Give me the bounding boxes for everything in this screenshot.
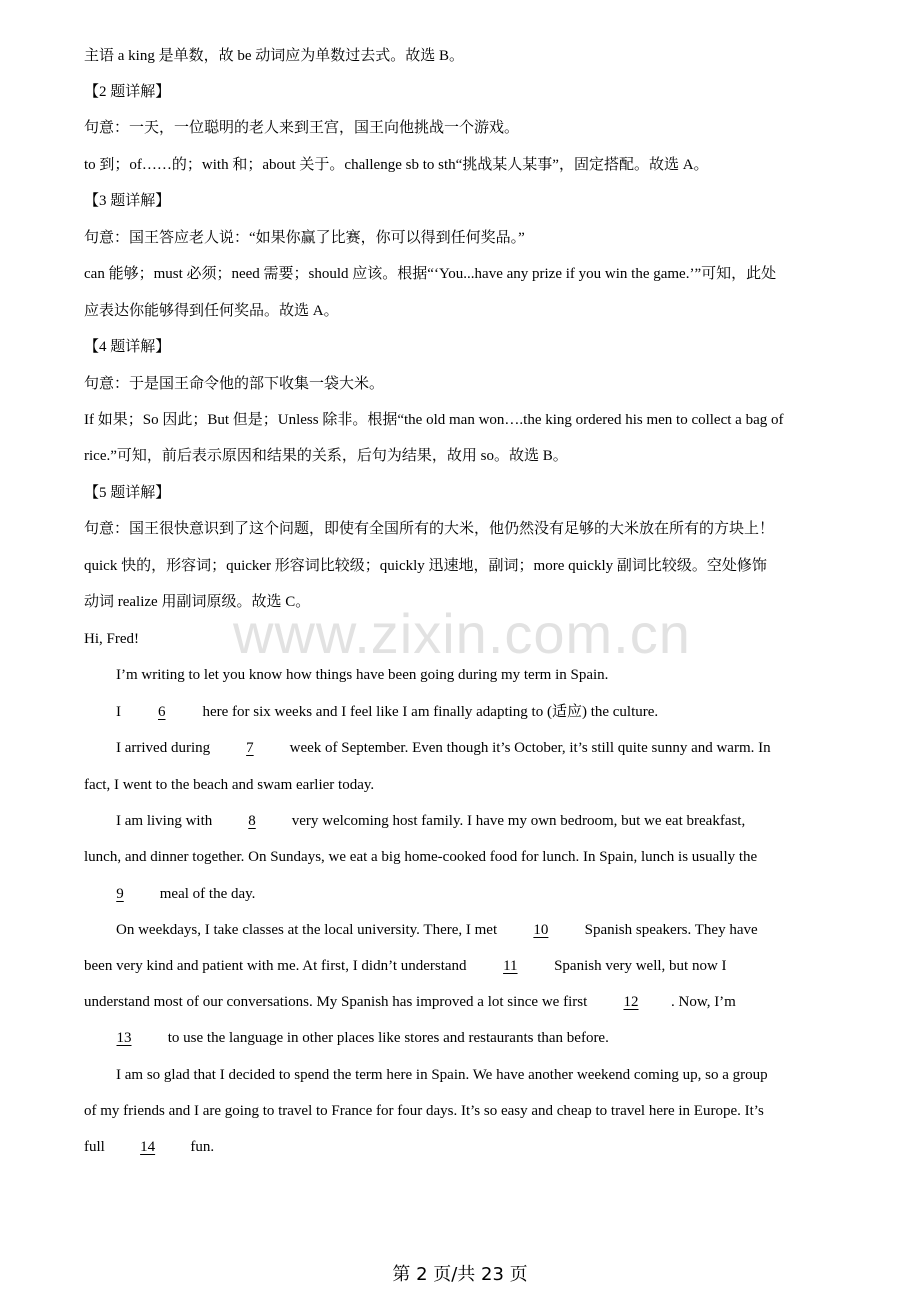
letter-greeting: Hi, Fred! xyxy=(84,631,139,647)
question-heading: 【4 题详解】 xyxy=(84,339,171,355)
question-heading: 【2 题详解】 xyxy=(84,84,171,100)
letter-text: lunch, and dinner together. On Sundays, we eat a big home-cooked food for lunch. In Spain, lunch is usually the xyxy=(84,849,758,865)
blank-9[interactable]: 9 xyxy=(116,886,124,902)
letter-line xyxy=(84,847,836,867)
explanation-line: 句意：国王很快意识到了这个问题，即使有全国所有的大米，他仍然没有足够的大米放在所有的方块上！ xyxy=(84,521,775,537)
letter-text: of my friends and I are going to travel to France for four days. It’s so easy and cheap to travel here in Europe. It’s xyxy=(84,1103,764,1119)
explanation-line: 句意：国王答应老人说：“如果你赢了比赛，你可以得到任何奖品。” xyxy=(84,230,525,246)
letter-text: I xyxy=(116,704,125,720)
letter-line xyxy=(84,1101,836,1121)
explanation-line: quick 快的，形容词；quicker 形容词比较级；quickly 迅速地，副词；more quickly 副词比较级。空处修饰 xyxy=(84,558,767,574)
explanation-line: rice.”可知，前后表示原因和结果的关系，后句为结果，故用 so。故选 B。 xyxy=(84,448,568,464)
blank-7[interactable]: 7 xyxy=(246,740,254,756)
question-heading: 【5 题详解】 xyxy=(84,485,171,501)
explanation-line: 应表达你能够得到任何奖品。故选 A。 xyxy=(84,303,339,319)
explanation-line: If 如果；So 因此；But 但是；Unless 除非。根据“the old man won….the king ordered his men to collect a bag of xyxy=(84,412,784,428)
letter-text: to use the language in other places like stores and restaurants than before. xyxy=(164,1030,609,1046)
letter-line xyxy=(84,920,868,940)
watermark: www.zixin.com.cn xyxy=(233,602,691,665)
blank-14[interactable]: 14 xyxy=(140,1139,156,1155)
letter-text: fact, I went to the beach and swam earlier today. xyxy=(84,777,375,793)
letter-text: week of September. Even though it’s October, it’s still quite sunny and warm. In xyxy=(285,740,771,756)
letter-line xyxy=(84,956,836,976)
explanation-line: 动词 realize 用副词原级。故选 C。 xyxy=(84,594,311,610)
letter-text: I am living with xyxy=(116,813,216,829)
explanation-line: 句意：一天，一位聪明的老人来到王宫，国王向他挑战一个游戏。 xyxy=(84,120,520,136)
letter-line xyxy=(84,702,868,722)
letter-text: been very kind and patient with me. At first, I didn’t understand xyxy=(84,958,471,974)
letter-text: I’m writing to let you know how things have been going during my term in Spain. xyxy=(116,667,609,683)
blank-8[interactable]: 8 xyxy=(248,813,256,829)
explanation-line: 主语 a king 是单数，故 be 动词应为单数过去式。故选 B。 xyxy=(84,48,464,64)
letter-line xyxy=(84,811,868,831)
letter-text: Spanish speakers. They have xyxy=(580,922,758,938)
letter-line xyxy=(84,1065,868,1085)
page-number-footer: 第 2 页/共 23 页 xyxy=(392,1264,528,1285)
letter-line xyxy=(84,1028,836,1048)
letter-line xyxy=(84,884,836,904)
letter-text: here for six weeks and I feel like I am finally adapting to (适应) the culture. xyxy=(198,704,659,720)
blank-6[interactable]: 6 xyxy=(158,704,166,720)
letter-line xyxy=(84,738,868,758)
letter-line xyxy=(84,665,868,685)
letter-text: fun. xyxy=(186,1139,215,1155)
letter-text: meal of the day. xyxy=(156,886,256,902)
letter-text: full xyxy=(84,1139,109,1155)
blank-11[interactable]: 11 xyxy=(503,958,518,974)
blank-13[interactable]: 13 xyxy=(116,1030,132,1046)
letter-line xyxy=(84,1137,836,1157)
explanation-line: to 到；of……的；with 和；about 关于。challenge sb to sth“挑战某人某事”，固定搭配。故选 A。 xyxy=(84,157,709,173)
letter-line xyxy=(84,775,836,795)
explanation-line: can 能够；must 必须；need 需要；should 应该。根据“‘You...have any prize if you win the game.’”可知，此处 xyxy=(84,266,777,282)
letter-text: very welcoming host family. I have my own bedroom, but we eat breakfast, xyxy=(288,813,746,829)
letter-line xyxy=(84,992,836,1012)
letter-text: understand most of our conversations. My Spanish has improved a lot since we first xyxy=(84,994,591,1010)
explanation-line: 句意：于是国王命令他的部下收集一袋大米。 xyxy=(84,376,385,392)
letter-text: I arrived during xyxy=(116,740,214,756)
blank-10[interactable]: 10 xyxy=(533,922,549,938)
blank-12[interactable]: 12 xyxy=(623,994,639,1010)
question-heading: 【3 题详解】 xyxy=(84,193,171,209)
letter-text: Spanish very well, but now I xyxy=(550,958,727,974)
letter-text: I am so glad that I decided to spend the term here in Spain. We have another weekend coming up, so a group xyxy=(116,1067,768,1083)
letter-text: . Now, I’m xyxy=(671,994,736,1010)
letter-text: On weekdays, I take classes at the local university. There, I met xyxy=(116,922,501,938)
